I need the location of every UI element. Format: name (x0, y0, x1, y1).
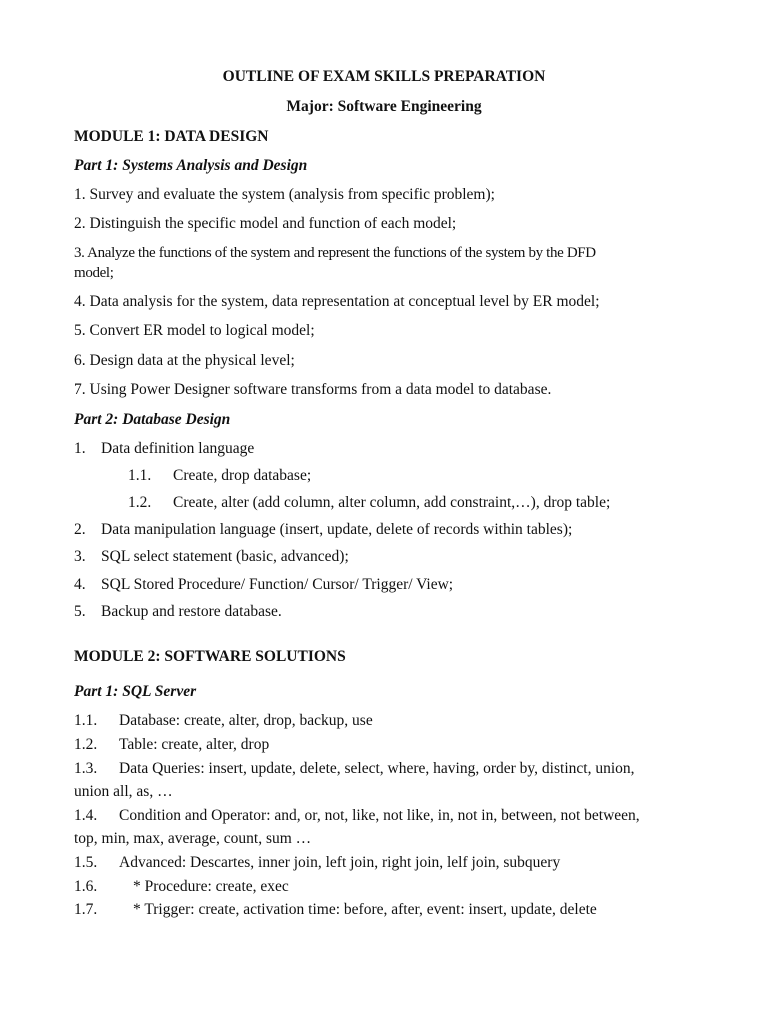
list-item-continuation: top, min, max, average, count, sum … (74, 830, 312, 847)
list-item: Data Queries: insert, update, delete, select, where, having, order by, distinct, union, (119, 760, 635, 777)
list-item: Condition and Operator: and, or, not, like, not like, in, not in, between, not between, (119, 807, 640, 824)
list-item: 7. Using Power Designer software transforms from a data model to database. (74, 381, 552, 398)
document-title: OUTLINE OF EXAM SKILLS PREPARATION (222, 68, 546, 85)
list-item: Data manipulation language (insert, update, delete of records within tables); (101, 521, 573, 538)
list-item: 4. Data analysis for the system, data representation at conceptual level by ER model; (74, 293, 600, 310)
list-item: Create, alter (add column, alter column, add constraint,…), drop table; (173, 494, 611, 511)
list-item-number: 4. (74, 576, 86, 593)
list-item-number: 1.1. (74, 712, 98, 729)
list-item-number: 1.4. (74, 807, 98, 824)
module-1-part-2-heading: Part 2: Database Design (74, 411, 231, 428)
list-item: Data definition language (101, 440, 255, 457)
list-item-continuation: model; (74, 265, 114, 281)
list-item: * Procedure: create, exec (133, 878, 289, 895)
module-1-heading: MODULE 1: DATA DESIGN (74, 128, 269, 145)
list-item: Database: create, alter, drop, backup, use (119, 712, 373, 729)
list-item-number: 1.2. (74, 736, 98, 753)
list-item: 1. Survey and evaluate the system (analysis from specific problem); (74, 186, 495, 203)
list-item-number: 1.1. (128, 467, 152, 484)
list-item-number: 2. (74, 521, 86, 538)
list-item: 6. Design data at the physical level; (74, 352, 295, 369)
list-item: * Trigger: create, activation time: before, after, event: insert, update, delete (133, 901, 597, 918)
document-subtitle: Major: Software Engineering (286, 98, 482, 115)
list-item-number: 1.3. (74, 760, 98, 777)
list-item-number: 1. (74, 440, 86, 457)
list-item: 5. Convert ER model to logical model; (74, 322, 315, 339)
list-item: SQL select statement (basic, advanced); (101, 548, 349, 565)
list-item-number: 1.2. (128, 494, 152, 511)
list-item-number: 1.5. (74, 854, 98, 871)
list-item-number: 1.6. (74, 878, 98, 895)
list-item: Backup and restore database. (101, 603, 282, 620)
list-item: 2. Distinguish the specific model and function of each model; (74, 215, 457, 232)
list-item: Table: create, alter, drop (119, 736, 270, 753)
module-1-part-1-heading: Part 1: Systems Analysis and Design (74, 157, 308, 174)
module-2-part-1-heading: Part 1: SQL Server (74, 683, 197, 700)
list-item-number: 5. (74, 603, 86, 620)
list-item: 3. Analyze the functions of the system and represent the functions of the system by the DFD (74, 245, 596, 261)
list-item: Create, drop database; (173, 467, 312, 484)
module-2-heading: MODULE 2: SOFTWARE SOLUTIONS (74, 648, 346, 665)
list-item-continuation: union all, as, … (74, 783, 173, 800)
list-item: Advanced: Descartes, inner join, left join, right join, lelf join, subquery (119, 854, 561, 871)
list-item-number: 3. (74, 548, 86, 565)
list-item-number: 1.7. (74, 901, 98, 918)
list-item: SQL Stored Procedure/ Function/ Cursor/ Trigger/ View; (101, 576, 454, 593)
